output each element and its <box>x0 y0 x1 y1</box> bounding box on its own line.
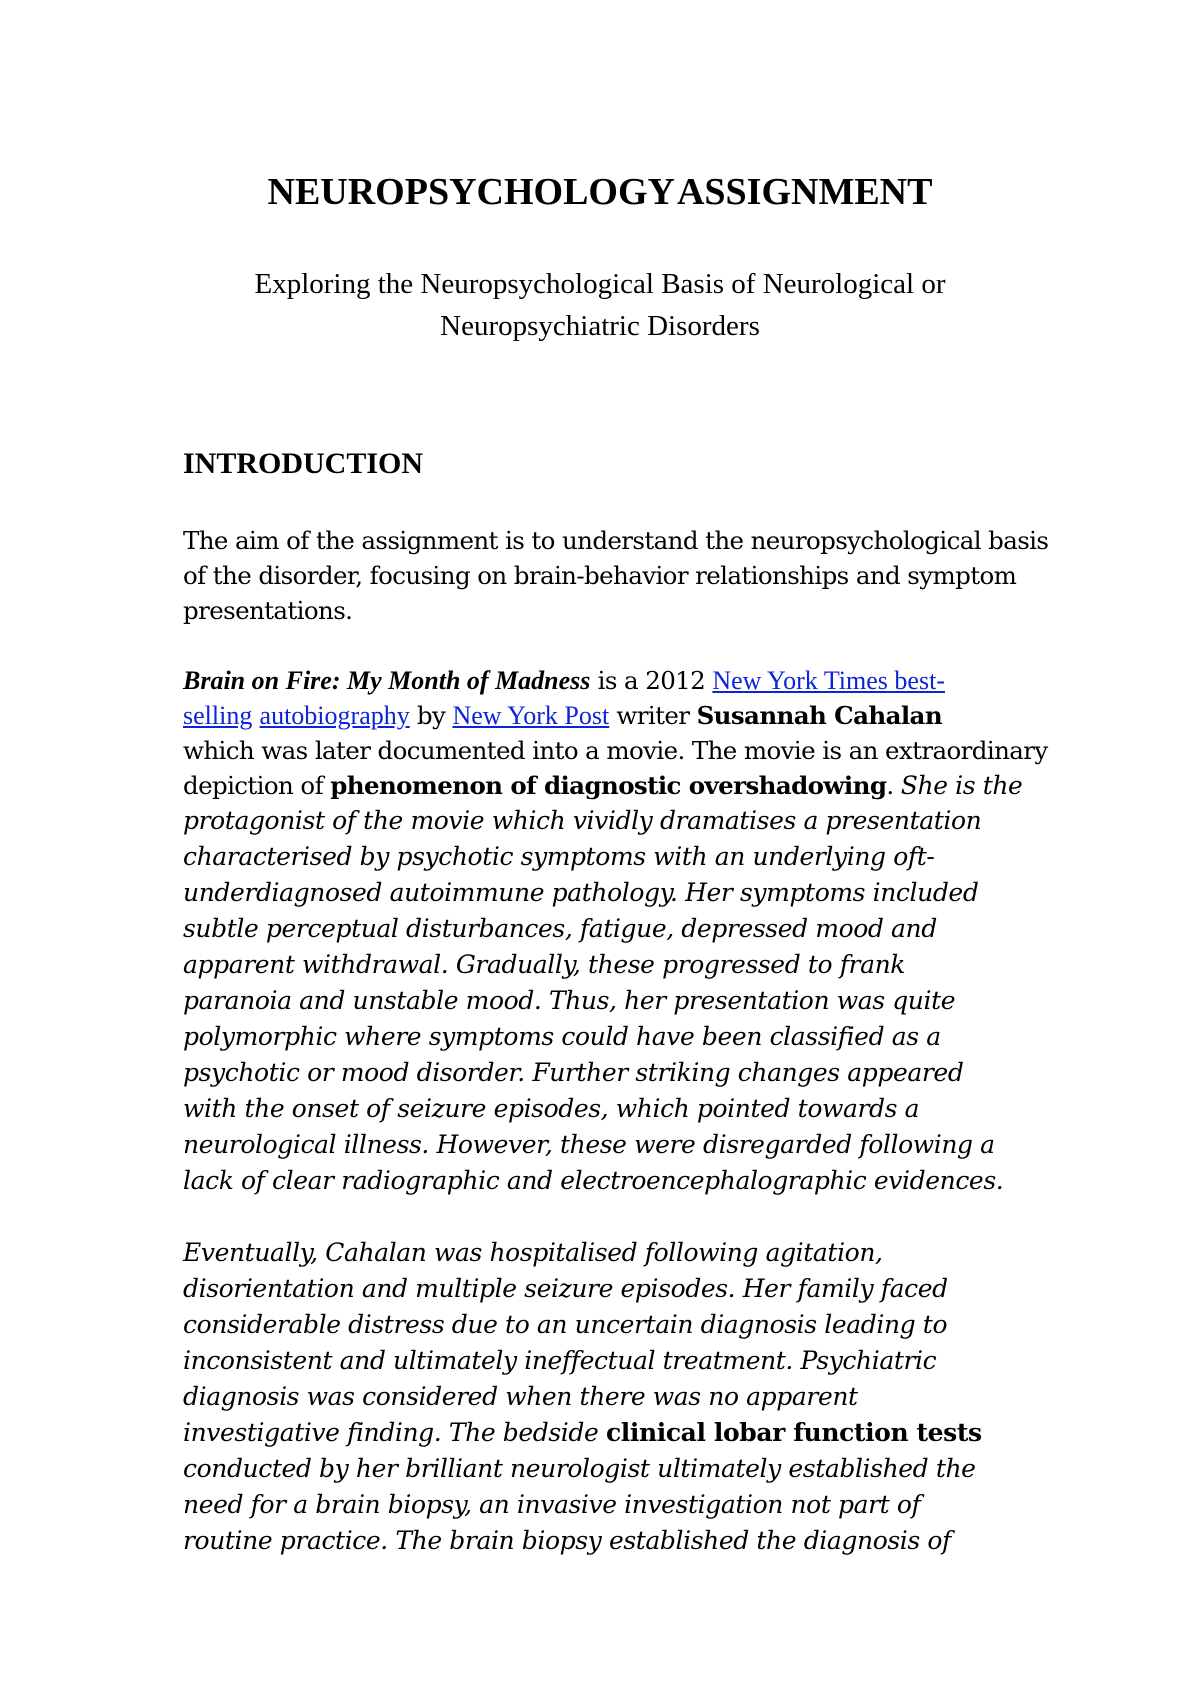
paragraph-2-line: conducted by her brilliant neurologist ultimately established the <box>183 1454 976 1483</box>
link-new-york-times[interactable]: New York Times <box>712 666 888 695</box>
author-name: Susannah Cahalan <box>696 701 943 730</box>
paragraph-2-line: considerable distress due to an uncertain diagnosis leading to <box>183 1310 948 1339</box>
paragraph-2-line: need for a brain biopsy, an invasive investigation not part of <box>183 1490 921 1519</box>
aim-line: The aim of the assignment is to understand the neuropsychological basis <box>183 526 1049 555</box>
paragraph-1-line <box>183 666 945 696</box>
paragraph-1-line: which was later documented into a movie. The movie is an extraordinary <box>183 736 1048 765</box>
paragraph-2-line: inconsistent and ultimately ineffectual treatment. Psychiatric <box>183 1346 937 1375</box>
aim-line: of the disorder, focusing on brain-behavior relationships and symptom <box>183 561 1017 590</box>
paragraph-2-line: disorientation and multiple seizure episodes. Her family faced <box>183 1274 948 1303</box>
text-run: investigative finding. The bedside <box>183 1418 606 1447</box>
text-run: depiction of <box>183 771 331 800</box>
paragraph-1-line: lack of clear radiographic and electroencephalographic evidences. <box>183 1166 1004 1195</box>
subtitle-line: Neuropsychiatric Disorders <box>440 310 760 342</box>
paragraph-1-line: characterised by psychotic symptoms with an underlying oft- <box>183 842 935 871</box>
paragraph-2-line: Eventually, Cahalan was hospitalised following agitation, <box>183 1238 883 1267</box>
section-heading-introduction: INTRODUCTION <box>183 447 424 480</box>
paragraph-1-line: paranoia and unstable mood. Thus, her presentation was quite <box>183 986 956 1015</box>
phenomenon-term: phenomenon of diagnostic overshadowing <box>330 771 887 800</box>
document-title: NEUROPSYCHOLOGY ASSIGNMENT <box>267 171 933 213</box>
paragraph-2-line <box>183 1418 982 1447</box>
link-new-york-post[interactable]: New York Post <box>452 701 610 730</box>
paragraph-2-line: routine practice. The brain biopsy established the diagnosis of <box>183 1526 951 1555</box>
paragraph-1-line: psychotic or mood disorder. Further striking changes appeared <box>183 1058 964 1087</box>
paragraph-1-line <box>183 701 942 731</box>
clinical-tests-term: clinical lobar function tests <box>605 1418 982 1447</box>
paragraph-1-line <box>183 771 1022 800</box>
paragraph-1-line: with the onset of seizure episodes, which pointed towards a <box>183 1094 920 1123</box>
aim-line: presentations. <box>183 596 353 625</box>
paragraph-2-line: diagnosis was considered when there was no apparent <box>183 1382 858 1411</box>
paragraph-1-line: apparent withdrawal. Gradually, these progressed to frank <box>183 950 906 979</box>
text-run <box>252 701 259 730</box>
subtitle-line: Exploring the Neuropsychological Basis of Neurological or <box>254 268 946 300</box>
link-best-selling[interactable]: selling <box>183 701 253 730</box>
paragraph-1-line: protagonist of the movie which vividly dramatises a presentation <box>183 806 982 835</box>
document-subtitle <box>150 263 1050 347</box>
paragraph-1-line: underdiagnosed autoimmune pathology. Her symptoms included <box>183 878 979 907</box>
paragraph-1-line: polymorphic where symptoms could have been classified as a <box>183 1022 941 1051</box>
text-run: is a 2012 <box>590 666 713 695</box>
link-autobiography[interactable]: autobiography <box>259 701 410 730</box>
text-run: She is the <box>900 771 1023 800</box>
paragraph-1-line: subtle perceptual disturbances, fatigue, depressed mood and <box>183 914 937 943</box>
paragraph-1-line: neurological illness. However, these were disregarded following a <box>183 1130 995 1159</box>
text-run: . <box>886 771 901 800</box>
text-run: writer <box>609 701 697 730</box>
book-title: Brain on Fire: My Month of Madness <box>183 666 591 695</box>
text-run: by <box>409 701 453 730</box>
link-best-selling[interactable]: best- <box>894 666 945 695</box>
